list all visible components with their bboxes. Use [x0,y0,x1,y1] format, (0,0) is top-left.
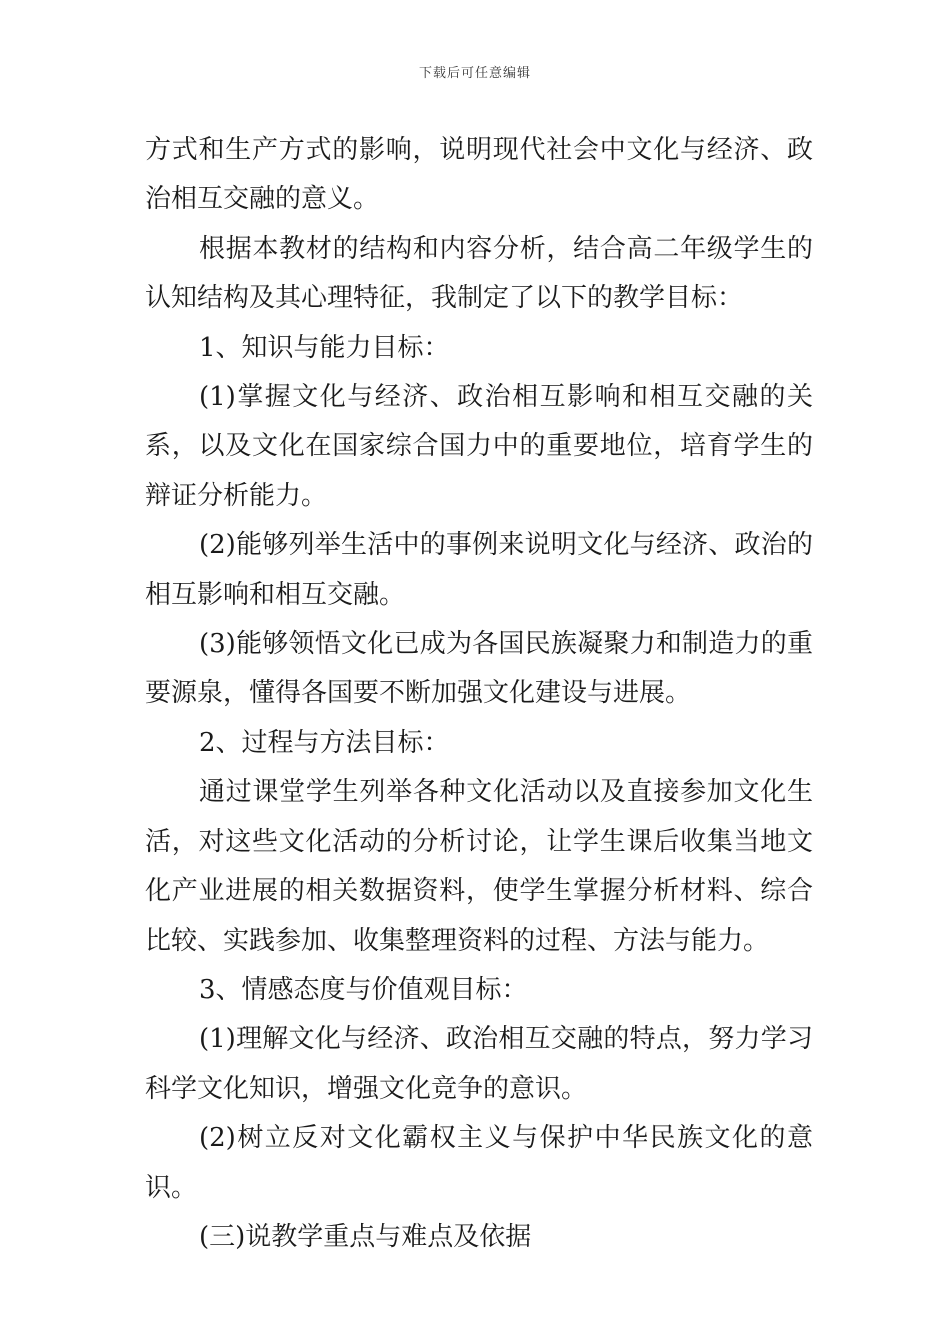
paragraph-objective-1-2: (2)能够列举生活中的事例来说明文化与经济、政治的相互影响和相互交融。 [145,530,813,610]
heading-process-method: 2、过程与方法目标： [199,727,450,758]
document-body [145,126,813,1262]
paragraph-objective-1-3: (3)能够领悟文化已成为各国民族凝聚力和制造力的重要源泉，懂得各国要不断加强文化建设与进展。 [145,629,813,709]
page-header-note: 下载后可任意编辑 [418,66,531,81]
paragraph-objective-1-1: (1)掌握文化与经济、政治相互影响和相互交融的关系，以及文化在国家综合国力中的重要地位，培育学生的辩证分析能力。 [145,382,813,511]
paragraph-process-method: 通过课堂学生列举各种文化活动以及直接参加文化生活，对这些文化活动的分析讨论，让学生课后收集当地文化产业进展的相关数据资料，使学生掌握分析材料、综合比较、实践参加、收集整理资料的过程、方法与能力。 [145,777,813,956]
heading-emotion-values: 3、情感态度与价值观目标： [199,974,528,1005]
heading-knowledge-ability: 1、知识与能力目标： [199,332,450,363]
paragraph-objective-3-2: (2)树立反对文化霸权主义与保护中华民族文化的意识。 [145,1123,813,1203]
paragraph-objective-3-1: (1)理解文化与经济、政治相互交融的特点，努力学习科学文化知识，增强文化竞争的意识。 [145,1024,813,1104]
paragraph-objectives-intro: 根据本教材的结构和内容分析，结合高二年级学生的认知结构及其心理特征，我制定了以下的教学目标： [145,233,813,314]
paragraph-continuation: 方式和生产方式的影响，说明现代社会中文化与经济、政治相互交融的意义。 [145,135,813,215]
heading-key-difficult-points: (三)说教学重点与难点及依据 [199,1221,532,1252]
